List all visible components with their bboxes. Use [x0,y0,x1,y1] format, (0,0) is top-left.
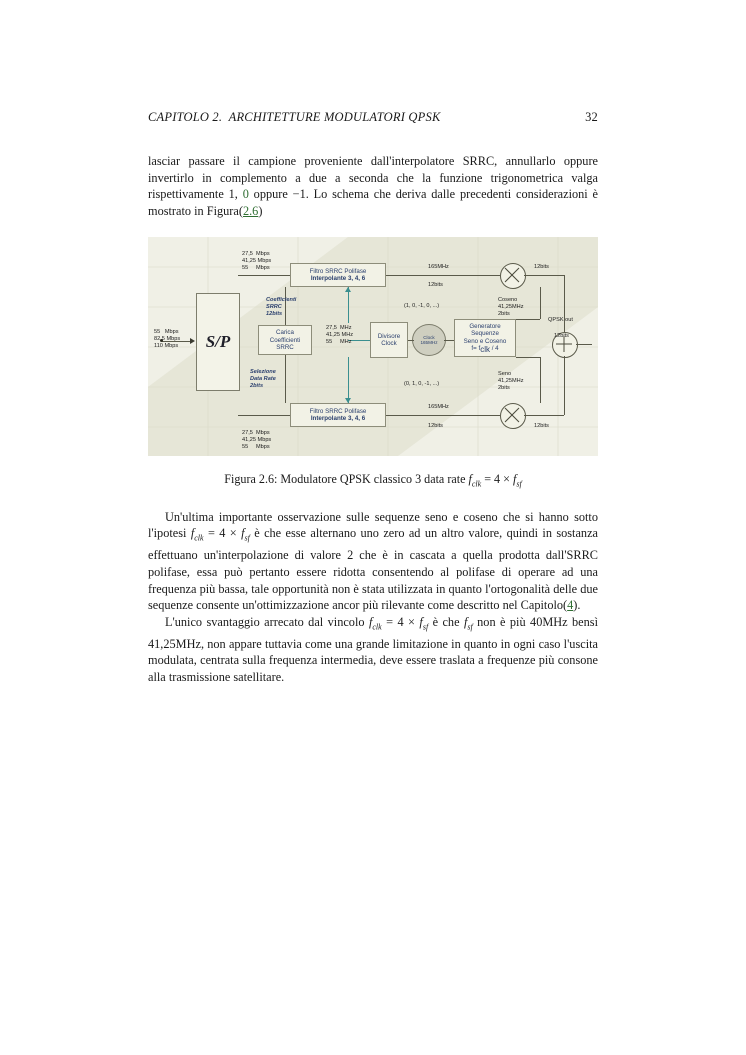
block-serial-parallel [196,293,240,391]
generatore-line4-end: / 4 [489,345,499,353]
generatore-line4-sub: clk [480,345,490,355]
para1-part-b: oppure −1. Lo schema che deriva dalle precedenti considerazioni è mostrato in Figura( [148,187,598,218]
filter-bot-line2: Interpolante 3, 4, 6 [310,415,366,423]
wire-clock-to-generatore [444,340,454,341]
figure-2-6 [148,237,598,488]
wire-carica-down [285,355,286,403]
wire-gen-cos [516,319,540,320]
running-header [148,110,598,125]
page-number: 32 [585,110,598,124]
block-divisore-clock [370,322,408,358]
wire-sin-to-mul [540,357,541,403]
carica-line3: SRRC [276,344,294,352]
paragraph-3: L'unico svantaggio arrecato dal vincolo $f_{clk} = 4 \times f_{sf}$ è che $f_{sf}$ non è più 40MHz bensì 41,25MHz, non appare tuttavia come una grande limitazione in quanto in ogni caso l'uscita modulata, centrata sulla frequenza intermedia, deve essere traslata a frequenze più consone alla trasmissione satellitare. [148,614,598,685]
generatore-line1: Generatore [469,322,501,330]
wire-clock-to-divisore [408,340,414,341]
divisore-line1: Divisore [377,332,401,340]
figure-reference-link[interactable]: 2.6 [242,203,259,218]
caption-math-f2: f [512,472,517,487]
generatore-line2: Sequenze [471,330,499,338]
label-bottom-bits: 12bits [428,423,443,430]
label-coseno: Coseno 41,25MHz 2bits [498,297,524,317]
caption-math-f1: f [468,472,472,487]
wire-clock-up-top [348,287,349,323]
label-coefficienti: Coefficienti SRRC 12bits [266,297,297,317]
label-mul-top-bits: 12bits [534,264,549,271]
label-seno: Seno 41,25MHz 2bits [498,371,524,391]
caption-prefix: Figura 2.6: Modulatore QPSK classico 3 data rate [224,472,469,487]
wire-mul-bottom-up [564,356,565,415]
para1-part-c: ) [258,203,263,218]
wire-clock-down-bottom [348,357,349,403]
carica-line1: Carica [276,328,294,336]
para1-part-a: lasciar passare il campione proveniente dall'interpolatore SRRC, annullarlo oppure invertirlo in complemento a due a seconda che la funzione trigonometrica valga rispettivamente 1, [148,154,598,202]
wire-sp-to-filter-top [238,275,290,276]
label-input-rates: 55 Mbps 82,5 Mbps 110 Mbps [154,329,181,349]
caption-eq: = 4 × [481,472,513,487]
block-sp-label: S/P [205,332,231,352]
filter-top-line2: Interpolante 3, 4, 6 [310,275,366,283]
label-qpsk-out: QPSK out [548,317,573,324]
block-filter-srrc-top [290,263,386,287]
generatore-line4: f= f [471,345,481,353]
block-carica-coefficienti [258,325,312,355]
label-qpsk-bits: 12bits [554,333,569,340]
arrow-clock-down [345,398,351,403]
wire-mul-bottom-to-adder [524,415,564,416]
label-selezione-data-rate: Selezione Data Rate 2bits [250,369,276,389]
wire-cos-to-mul [540,287,541,319]
paragraph-2: Un'ultima importante osservazione sulle sequenze seno e coseno che si hanno sotto l'ipotesi $f_{clk} = 4 \times f_{sf}$ è che esse alternano uno zero ad un altro valore, quindi in sostanza effettuano un'interpolazione di valore 2 che è in cascata a quella prodotta dall'SRRC polifase, essa può pertanto essere ridotta consentendo al polifase di operare ad una frequenza più bassa, tale opportunità non è stata utilizzata in quanto l'ortogonalità delle due sequenze consente un'ottimizzazione ancor più rilevante come descritto nel Capitolo(4). [148,509,598,613]
clock-ellipse-line1: Clock [423,334,435,340]
header-chapter-title: CAPITOLO 2. ARCHITETTURE MODULATORI QPSK [148,110,441,124]
arrow-input [190,338,195,344]
wire-filter-top-to-mul [386,275,500,276]
chapter-reference-link[interactable]: 4 [567,598,574,613]
caption-sub-clk: clk [471,479,482,489]
label-top-freq: 165MHz [428,264,449,271]
wire-filter-bottom-to-mul [386,415,500,416]
block-generatore-sequenze [454,319,516,357]
multiplier-top-cross [500,263,524,287]
block-filter-srrc-bottom [290,403,386,427]
wire-sp-to-filter-bottom [238,415,290,416]
divisore-line2: Clock [381,340,397,348]
generatore-line3: Seno e Coseno [463,337,507,345]
wire-gen-sin [516,357,540,358]
label-mul-bottom-bits: 12bits [534,423,549,430]
label-top-rates: 27,5 Mbps 41,25 Mbps 55 Mbps [242,251,272,271]
multiplier-bottom-cross [500,403,524,427]
label-sequence-cos: (1, 0, -1, 0, ...) [404,303,440,310]
para1-zero: 0 [242,187,249,202]
label-clock-rates: 27,5 MHz 41,25 MHz 55 MHz [326,325,354,345]
wire-mul-top-to-adder [524,275,564,276]
figure-image [148,237,598,456]
clock-ellipse-line2: 165MHz [420,340,438,346]
filter-top-line1: Filtro SRRC Polifase [309,267,367,275]
figure-caption [148,472,598,488]
page-content [148,110,598,686]
paragraph-1 [148,153,598,219]
caption-sub-sf: sf [516,479,522,489]
label-bottom-rates: 27,5 Mbps 41,25 Mbps 55 Mbps [242,430,272,450]
wire-output [576,344,592,345]
arrow-clock-up [345,287,351,292]
carica-line2: Coefficienti [269,336,301,344]
label-top-bits: 12bits [428,282,443,289]
label-sequence-sin: (0, 1, 0, -1, ...) [404,381,440,388]
label-bottom-freq: 165MHz [428,404,449,411]
filter-bot-line1: Filtro SRRC Polifase [309,407,367,415]
